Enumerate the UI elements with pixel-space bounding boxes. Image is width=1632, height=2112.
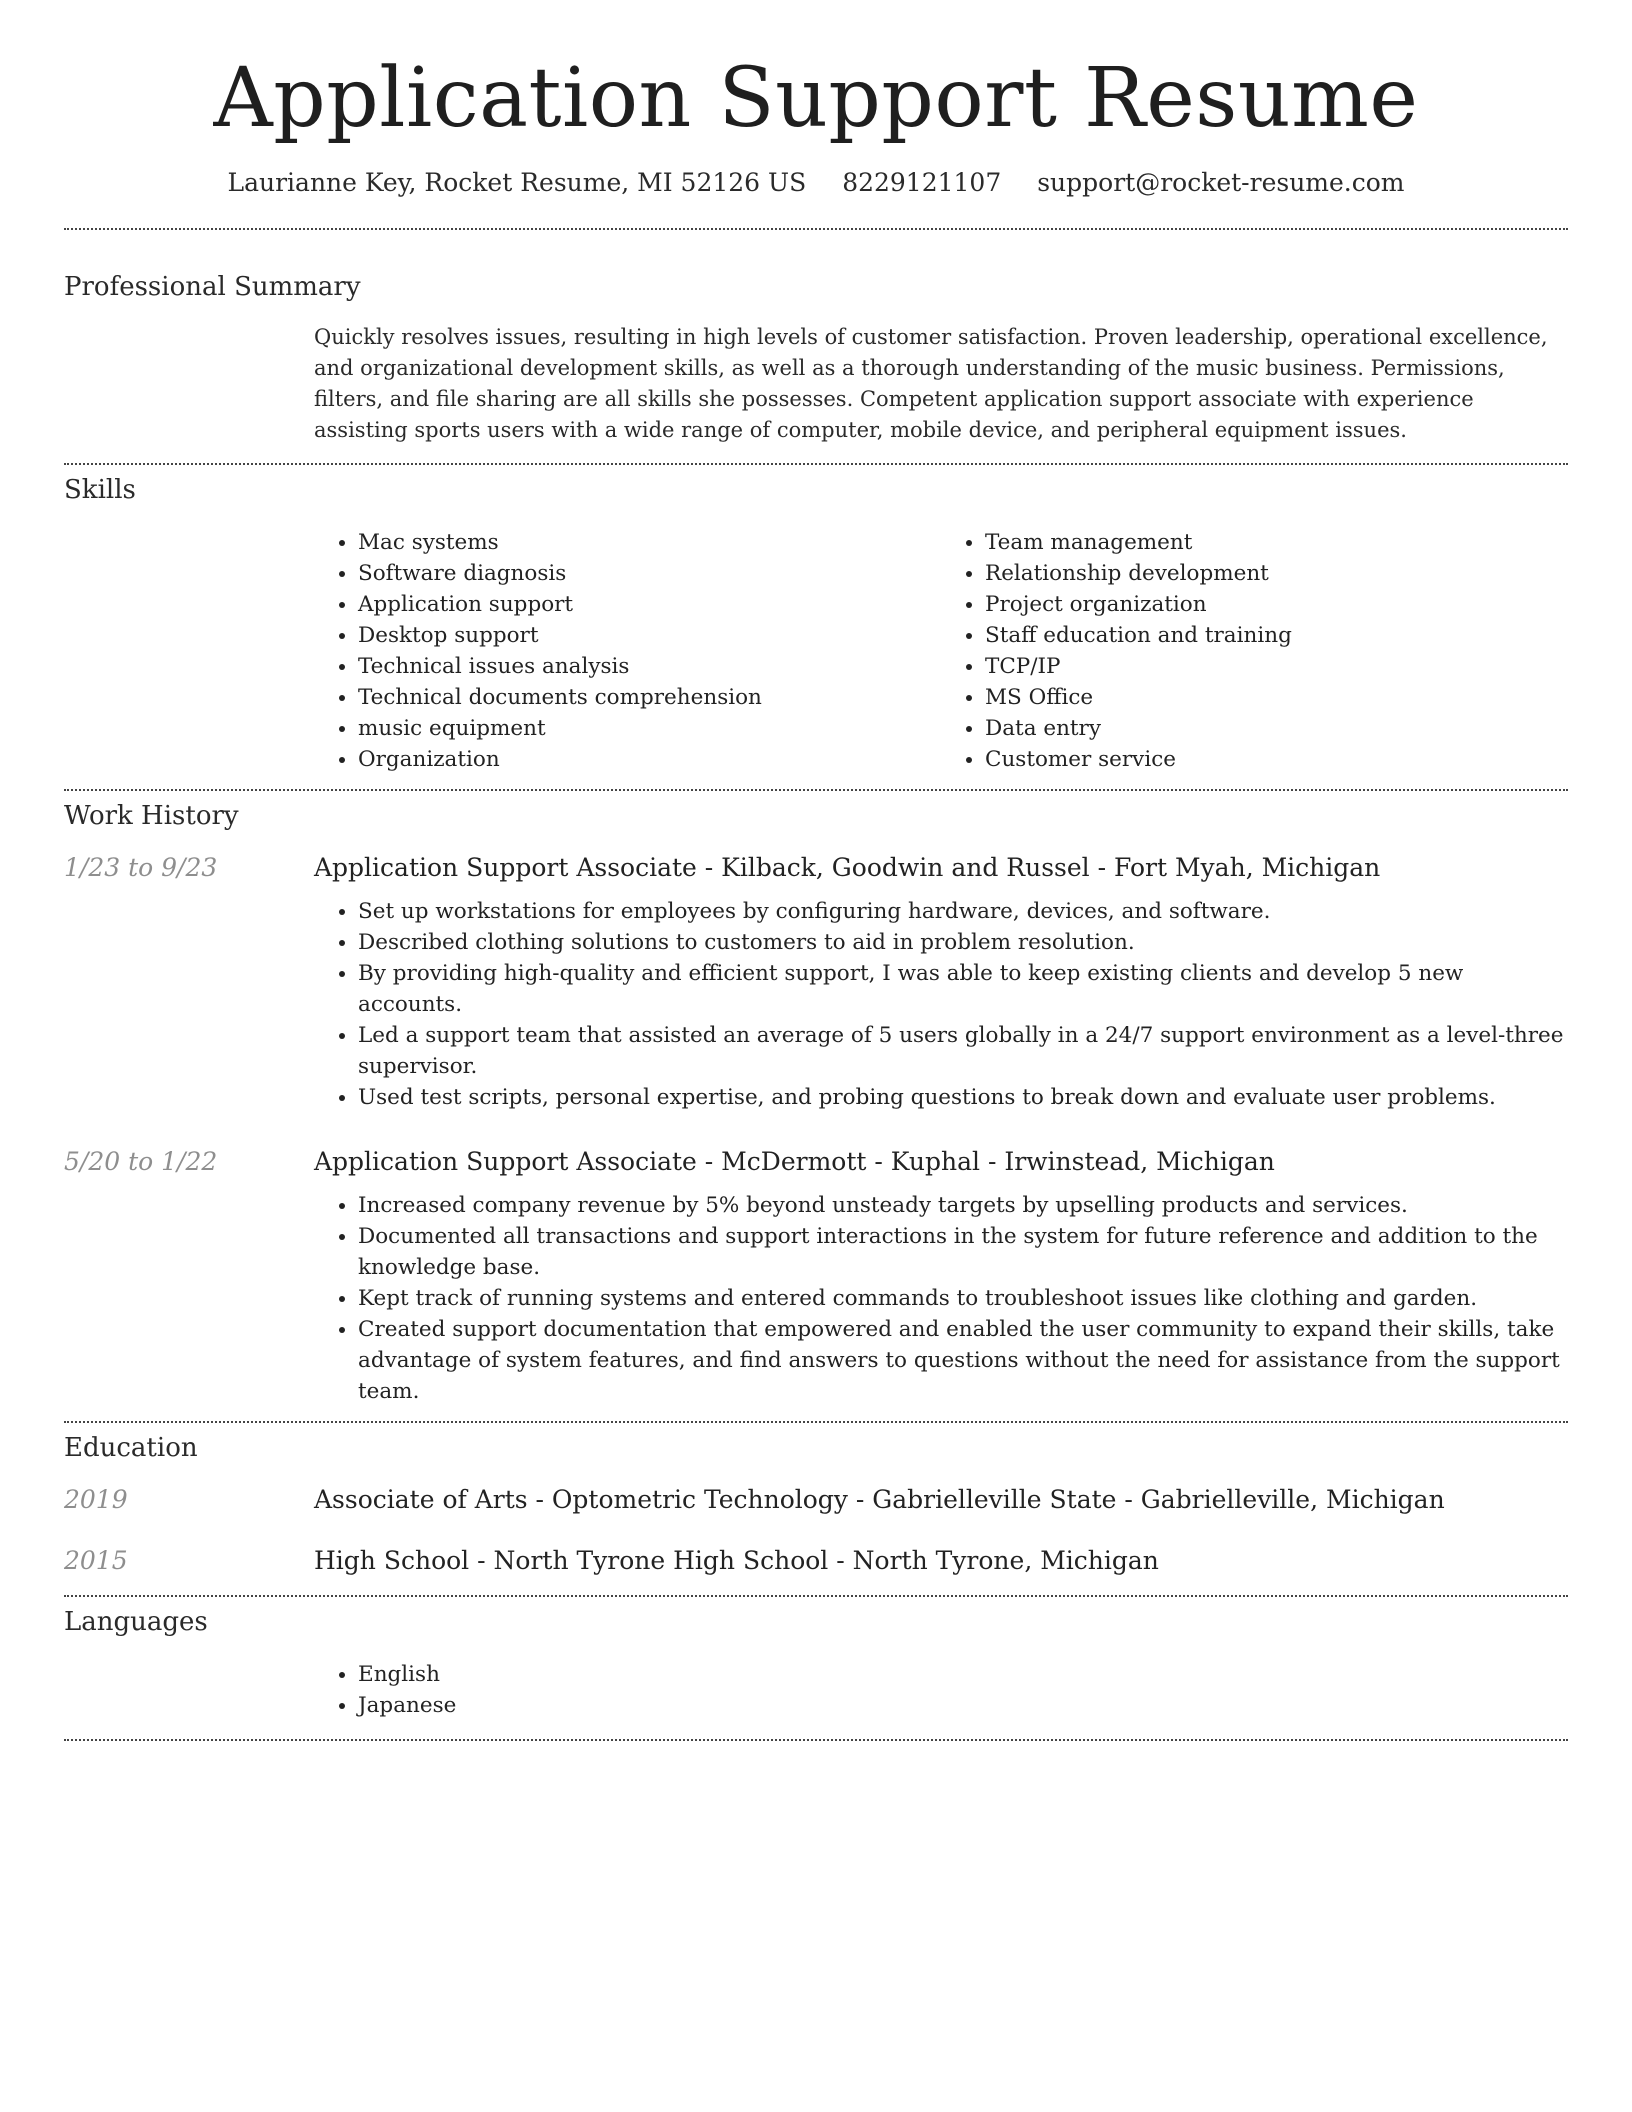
education-title: Associate of Arts - Optometric Technology - Gabrielleville State - Gabrielleville, Michigan [314,1485,1445,1515]
list-item: • Software diagnosis [358,558,941,589]
list-item: • Technical issues analysis [358,651,941,682]
skills-list-left [314,527,941,775]
education-item [64,1546,1568,1575]
contact-email: support@rocket-resume.com [1037,168,1405,198]
skills-columns [314,527,1568,775]
contact-phone: 8229121107 [842,168,1002,198]
languages-list [314,1659,973,1721]
skills-list-right [941,527,1568,775]
divider [64,228,1568,230]
job-header [64,1147,1568,1176]
list-item: • Increased company revenue by 5% beyond unsteady targets by upselling products and services. [358,1190,1568,1221]
list-item: • By providing high-quality and efficient support, I was able to keep existing clients and develop 5 new accounts. [358,958,1568,1020]
list-item: • Led a support team that assisted an average of 5 users globally in a 24/7 support environment as a level-three supervisor. [358,1020,1568,1082]
list-item: • music equipment [358,713,941,744]
education-section [64,1433,1568,1575]
skills-section [64,475,1568,775]
list-item: • Desktop support [358,620,941,651]
resume-header [0,0,1632,197]
section-heading: Professional Summary [64,272,361,303]
job-title: Application Support Associate - McDermott - Kuphal - Irwinstead, Michigan [314,1147,1275,1177]
list-item: • Technical documents comprehension [358,682,941,713]
list-item: • Created support documentation that empowered and enabled the user community to expand their skills, take advantage of system features, and find answers to questions without the need for assistance from the support team. [358,1314,1568,1407]
job-bullets [314,896,1568,1113]
languages-section [64,1607,1568,1721]
list-item: • MS Office [985,682,1568,713]
section-heading: Education [64,1433,198,1464]
summary-text: Quickly resolves issues, resulting in high levels of customer satisfaction. Proven leadership, operational excellence, and organizational development skills, as well as a thorough understanding of the music business. Permissions, filters, and file sharing are all skills she possesses. Competent application support associate with experience assisting sports users with a wide range of computer, mobile device, and peripheral equipment issues. [314,325,1548,443]
education-year: 2015 [64,1546,128,1576]
list-item: • Kept track of running systems and entered commands to troubleshoot issues like clothing and garden. [358,1283,1568,1314]
section-heading: Work History [64,801,239,832]
list-item: • Organization [358,744,941,775]
divider [64,1421,1568,1423]
work-history-section [64,801,1568,1407]
education-year: 2019 [64,1485,128,1515]
list-item: • Project organization [985,589,1568,620]
job-title: Application Support Associate - Kilback, Goodwin and Russel - Fort Myah, Michigan [314,853,1381,883]
job-dates: 1/23 to 9/23 [64,853,218,883]
list-item: • Mac systems [358,527,941,558]
contact-address: Laurianne Key, Rocket Resume, MI 52126 US [227,168,807,198]
list-item: • Japanese [358,1690,973,1721]
list-item: • Set up workstations for employees by configuring hardware, devices, and software. [358,896,1568,927]
section-heading: Skills [64,475,136,506]
job-dates: 5/20 to 1/22 [64,1147,218,1177]
list-item: • Data entry [985,713,1568,744]
job-header [64,853,1568,882]
list-item: • Relationship development [985,558,1568,589]
divider [64,1739,1568,1741]
section-heading: Languages [64,1607,208,1638]
job-bullets [314,1190,1568,1407]
list-item: • Team management [985,527,1568,558]
list-item: • Used test scripts, personal expertise, and probing questions to break down and evaluate user problems. [358,1082,1568,1113]
divider [64,1595,1568,1597]
page-title: Application Support Resume [213,51,1419,146]
list-item: • Staff education and training [985,620,1568,651]
list-item: • Application support [358,589,941,620]
education-item [64,1485,1568,1514]
contact-line [0,168,1632,197]
list-item: • Documented all transactions and support interactions in the system for future reference and addition to the knowledge base. [358,1221,1568,1283]
education-title: High School - North Tyrone High School - North Tyrone, Michigan [314,1546,1159,1576]
summary-section [64,272,1568,446]
list-item: • Customer service [985,744,1568,775]
list-item: • TCP/IP [985,651,1568,682]
list-item: • Described clothing solutions to customers to aid in problem resolution. [358,927,1568,958]
divider [64,463,1568,465]
languages-column [314,1659,1568,1721]
divider [64,789,1568,791]
list-item: • English [358,1659,973,1690]
